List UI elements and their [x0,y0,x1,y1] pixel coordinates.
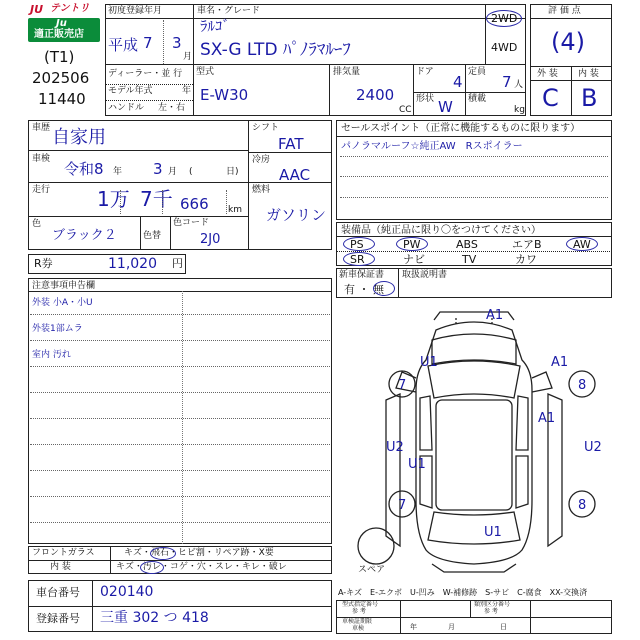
lot-code: (T1) [44,48,75,66]
mark-right-a1: A1 [551,355,569,370]
model-number-ref: 参 考 [352,608,366,615]
note-item-3: 室内 汚れ [32,350,71,360]
registration-year: 7 [143,34,153,52]
mark-front-a1: A1 [486,308,504,323]
equip-leather: カワ [515,253,537,266]
category-number-ref: 参 考 [484,608,498,615]
ac-label: 冷房 [252,155,271,165]
equip-abs: ABS [456,238,478,251]
lot-number-2: 11440 [38,90,86,108]
notes-block [28,278,332,544]
equip-sr-circle [343,252,375,266]
fuel-label: 燃料 [252,185,271,195]
chassis-value: 020140 [100,584,154,600]
recycle-unit: 円 [172,257,183,270]
interior-stain-circle [140,561,164,574]
model-year-label: モデル年式 [108,86,153,96]
score-label: 評 価 点 [548,6,581,16]
note-item-2: 外装1部ムラ [32,324,83,334]
chassis-label: 車台番号 [36,586,80,599]
warranty-none-circle [373,281,395,296]
expiry-month-unit: 月 [448,623,455,631]
equipment-label: 装備品（純正品に限り〇をつけてください） [341,225,541,236]
mark-wheel-rl: 7 [398,498,407,513]
equip-tv: TV [462,253,477,266]
logo-brand-ju: JU [30,3,44,16]
equip-navi: ナビ [403,253,425,266]
color-change-label: 色替 [143,231,162,241]
shift-label: シフト [252,123,280,133]
door-label: ドア [416,67,434,77]
registration-era: 平成 [108,36,139,54]
handle-label: ハンドル [108,103,145,113]
plate-label: 登録番号 [36,612,80,625]
door-value: 4 [453,73,463,91]
interior-label: 内 装 [578,69,599,79]
interior-score: B [581,84,598,112]
displacement-unit: CC [399,105,412,115]
mileage-unit: km [228,205,242,215]
displacement-label: 排気量 [333,67,361,77]
registration-month-unit: 月 [183,52,193,62]
equip-pw: PW [403,238,421,251]
displacement-value: 2400 [356,86,395,104]
inspection-day-unit: 日) [226,167,239,177]
sales-point-value: パノラマルーフ☆純正AW Rスポイラー [341,141,523,152]
registration-label: 初度登録年月 [108,6,163,16]
note-item-1: 外装 小A・小U [32,298,93,308]
model-year-unit: 年 [182,86,192,96]
mark-wheel-fr: 8 [578,378,587,393]
color-code-label: 色コード [173,218,210,228]
lot-number-1: 202506 [32,69,90,87]
car-name: ﾗﾙｺﾞ [200,17,231,35]
inspection-day-open: ( [189,167,193,177]
capacity-unit: 人 [514,80,524,90]
inspection-label: 車検 [32,154,51,164]
color-label: 色 [32,219,42,229]
mark-roof-a1: A1 [538,411,556,426]
handle-value: 左・右 [158,103,186,113]
inspection-era: 令和8 [64,160,104,178]
mark-wheel-rr: 8 [578,498,587,513]
load-label: 積載 [468,94,487,104]
notes-label: 注意事項申告欄 [32,281,96,291]
dealer-label: ディーラー・並 行 [108,69,183,79]
glass-chip-circle [150,547,176,560]
recycle-label: R券 [34,257,53,270]
logo-green-badge [28,18,100,42]
logo-brand-tentori: テントリ [50,3,90,14]
logo-ju-mark: Ju [56,18,67,29]
inspection-month: 3 [153,160,163,178]
inspection-month-unit: 月 [168,167,178,177]
plate-value: 三重 302 つ 418 [100,610,209,626]
mark-door-u1: U1 [408,457,426,472]
equip-pw-circle [396,237,428,251]
type-label: 型式 [196,67,215,77]
sales-point-label: セールスポイント（正常に機能するものに限ります） [341,123,581,134]
car-name-label: 車名・グレード [197,6,261,16]
drive-4wd: 4WD [491,41,518,54]
capacity-label: 定員 [468,67,487,77]
capacity-value: 7 [502,73,512,91]
usage-value: 自家用 [52,127,106,148]
equip-aw: AW [573,238,591,251]
mileage-man: 1万 [97,187,130,211]
type-value: E-W30 [200,86,249,104]
equip-ps-circle [343,237,375,251]
exterior-label: 外 装 [537,69,558,79]
shape-value: W [438,98,453,116]
expiry-year-unit: 年 [410,623,417,631]
mark-left-u1: U1 [420,355,438,370]
mark-right-u2: U2 [584,440,602,455]
glass-value: キズ・飛石・ヒビ割・リペア跡・X要 [124,548,274,558]
interior-cond-label: 内 装 [50,562,71,572]
expiry-inspection-label: 車検 [352,625,365,632]
category-number-label: 類別区分番号 [474,601,511,608]
mark-rear-u1: U1 [484,525,502,540]
inspection-year-unit: 年 [113,167,123,177]
mark-wheel-fl: 7 [398,378,407,393]
mileage-sen: 7千 [140,187,173,211]
interior-cond-value: キズ・汚レ・コゲ・穴・スレ・キレ・破レ [116,562,287,572]
ac-value: AAC [279,166,311,184]
model-number-label: 型式指定番号 [342,601,379,608]
mileage-rest: 666 [180,195,209,213]
ju-logo [28,4,100,42]
glass-label: フロントガラス [32,548,95,558]
expiry-label: 車検証期限 [342,618,373,625]
registration-month: 3 [172,34,182,52]
shift-value: FAT [278,135,304,153]
manual-label: 取扱説明書 [402,270,448,280]
mileage-label: 走行 [32,185,51,195]
score-value: (4) [551,28,585,56]
logo-shop-label: 適正販売店 [34,29,84,40]
color-value: ブラック２ [52,228,117,243]
expiry-day-unit: 日 [500,623,507,631]
fuel-value: ガソリン [266,206,327,224]
color-code: 2J0 [200,232,221,247]
equip-ps: PS [350,238,364,251]
drive-2wd: 2WD [491,12,518,25]
spare-label: スペア [358,565,386,575]
usage-label: 車歴 [32,123,51,133]
warranty-label: 新車保証書 [339,270,385,280]
sales-point-block [336,120,612,220]
car-grade: SX-G LTD ﾊﾟﾉﾗﾏﾙｰﾌ [200,40,351,60]
load-unit: kg [514,105,525,115]
shape-label: 形状 [416,94,435,104]
mark-left-u2: U2 [386,440,404,455]
equip-airbag: エアB [512,238,542,251]
warranty-value: 有 ・ 無 [344,283,384,296]
car-damage-diagram [336,300,612,584]
recycle-value: 11,020 [108,256,157,272]
equip-aw-circle [566,237,598,251]
equip-sr: SR [350,253,365,266]
exterior-score: C [542,84,559,112]
damage-legend: A-キズ E-エクボ U-凹み W-補修跡 S-サビ C-腐食 XX-交換済 [338,588,588,597]
